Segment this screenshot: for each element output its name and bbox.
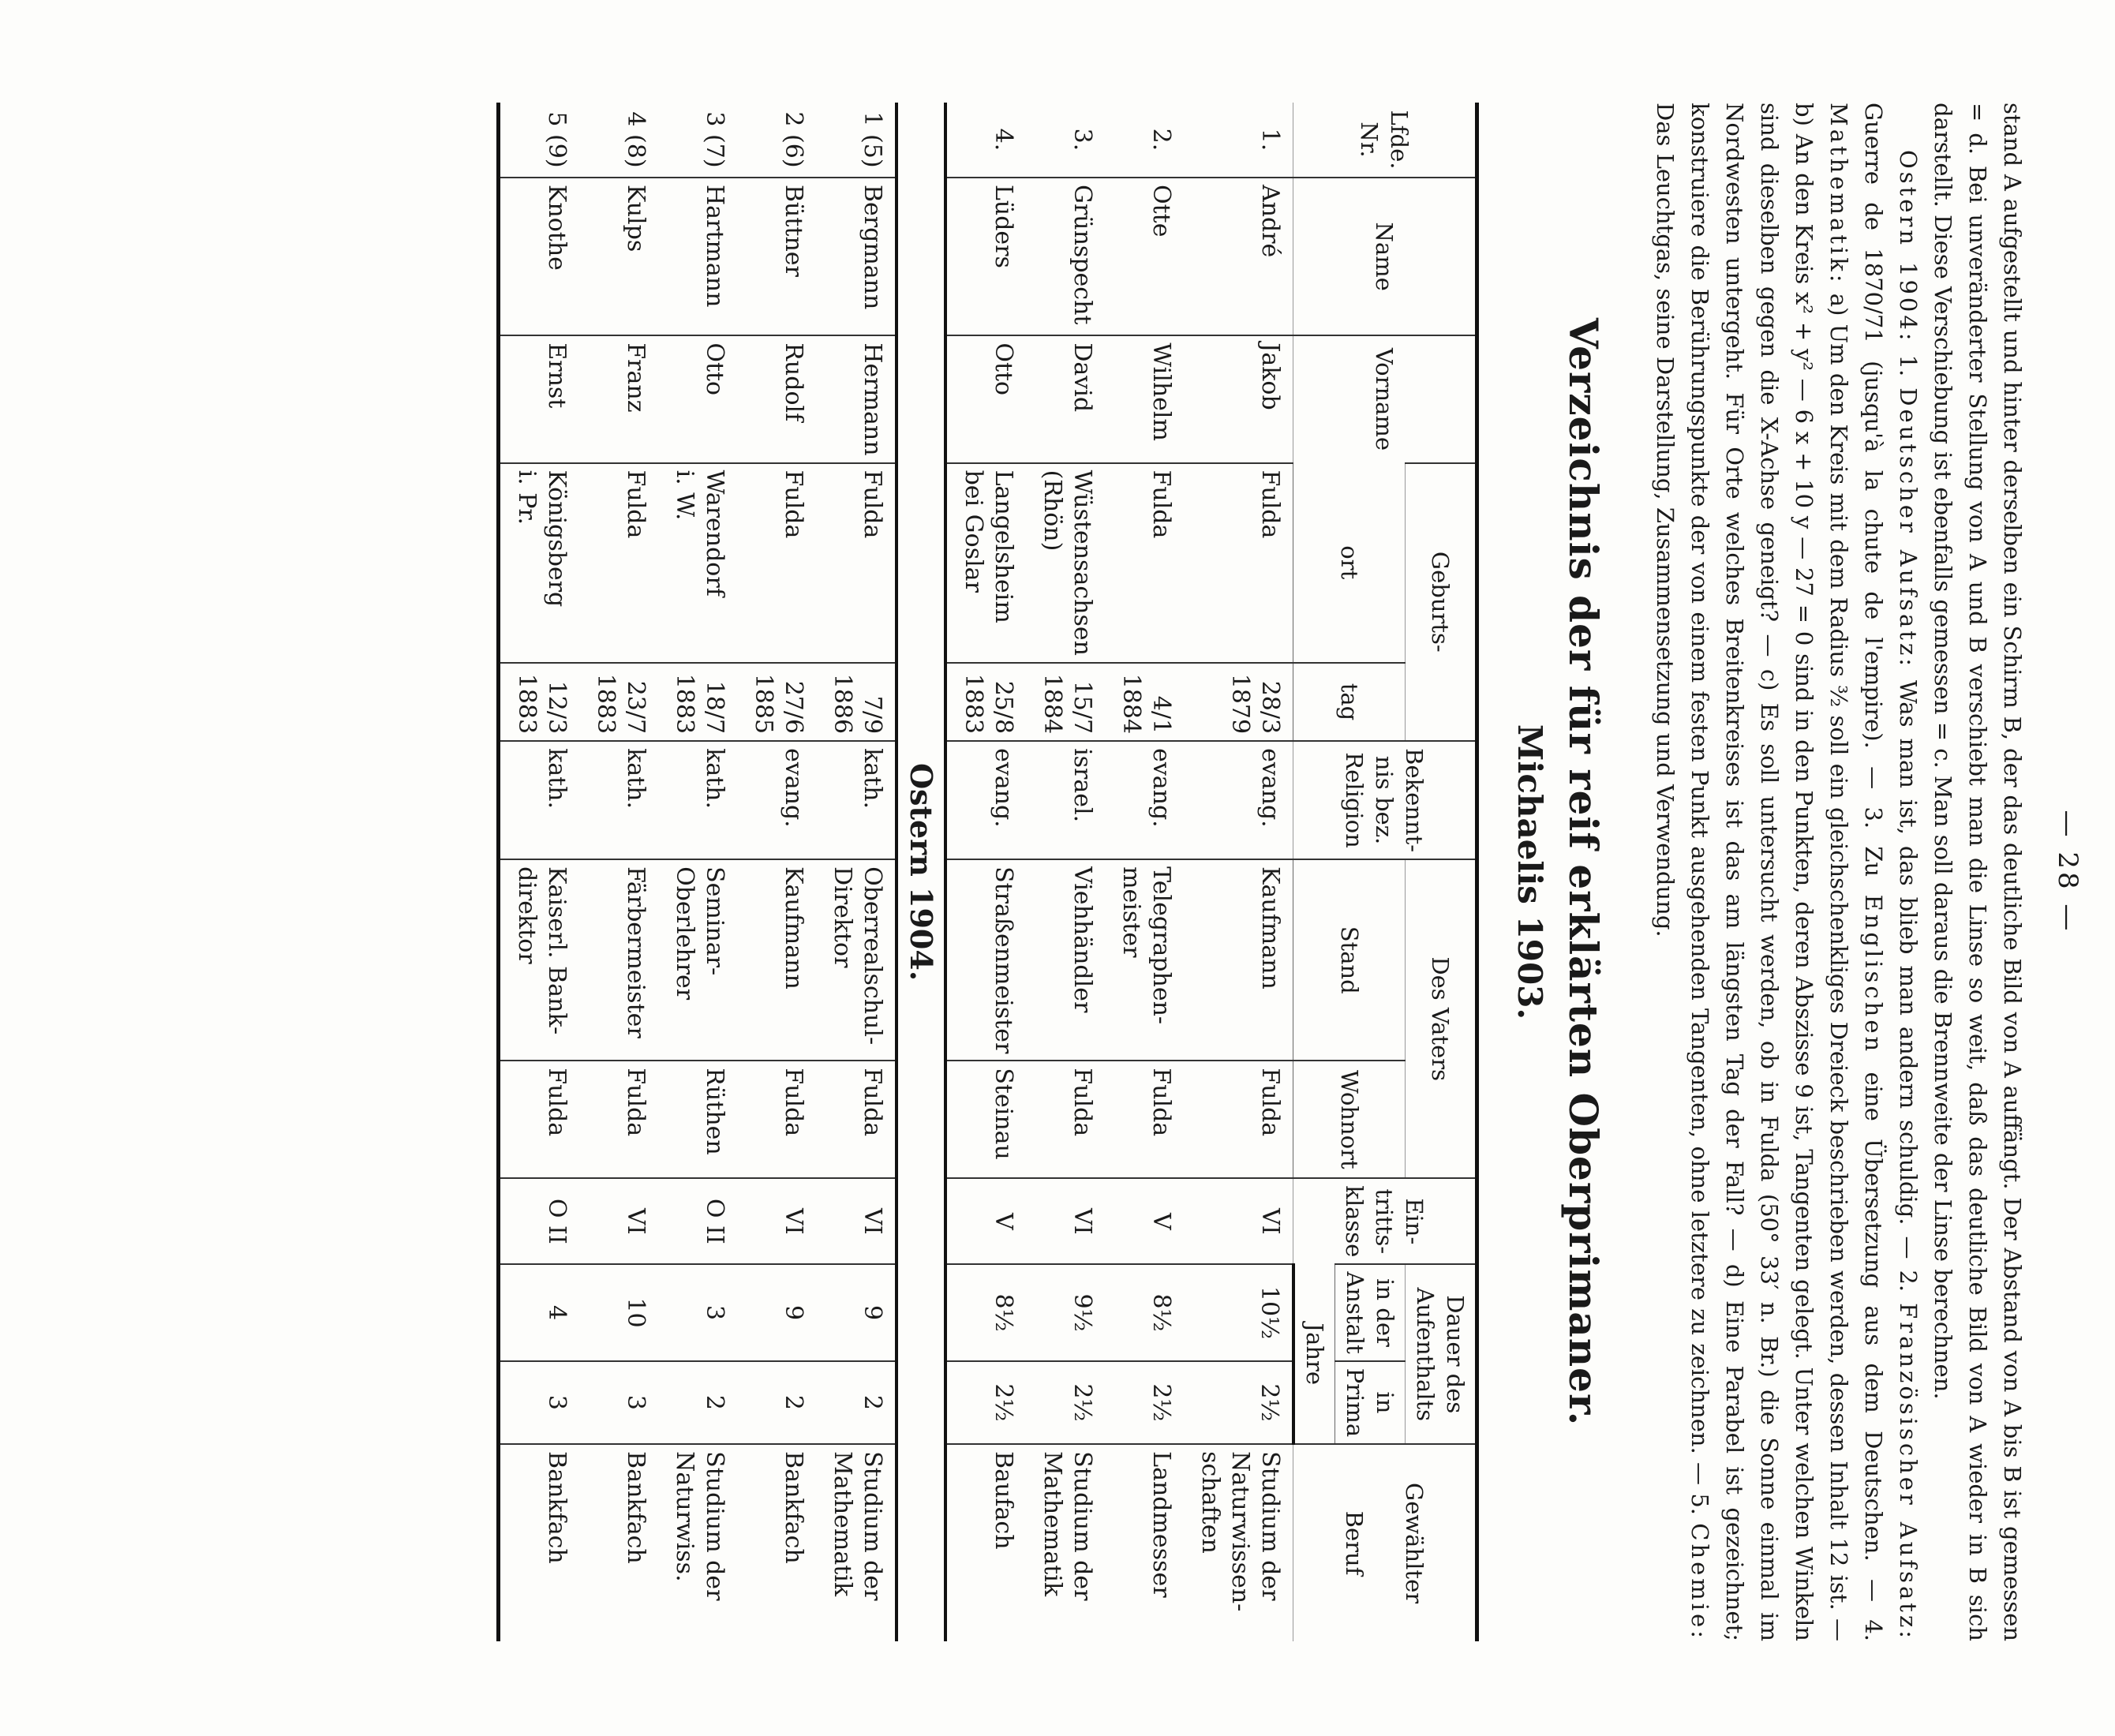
intro-text-run: a) Um den Kreis mit dem Radius ³⁄₂ soll ein gleichschenkliges Dreieck beschrieben werden, dessen Inhalt 12 ist. — b) An den Kreis x² + y² — 6 x + 10 y — 27 = 0 sind in den Punkten, deren Abszisse 9 ist, Tangenten gelegt. Unter welchen Winkeln sind dieselben gegen die X-Achse geneigt? — c) Es soll untersucht werden, ob in Fulda (50° 33′ n. Br.) die Sonne einmal im Nordwesten untergeht. Für Orte welches Breitenkreises ist das am längsten Tag der Fall? — d) Eine Parabel ist gezeichnet; konstruiere die Berührungspunkte der von einem festen Punkt ausgehenden Tangenten, ohne letztere zu zeichnen. — 5. [1686,103,1852,1641]
cell-nr: 3 (7) [701,111,729,168]
table-row [1106,103,1185,1641]
cell-in-anstalt: 8½ [1106,1264,1185,1360]
cell-stand: Seminar- Oberlehrer [659,859,738,1061]
page-number: — 28 — [2052,810,2083,934]
header-name: Name [1293,178,1477,335]
cell-beruf: Bankfach [738,1444,817,1641]
spaced-heading: Französischer Aufsatz: [1895,1303,1922,1641]
cell-nr: 4. [990,128,1018,152]
spaced-heading: Englischen [1860,894,1887,1055]
cell-geburtstag: 18/7 1883 [659,663,738,741]
cell-geburtstag: 27/6 1885 [738,663,817,741]
cell-religion: israel. [1027,741,1106,859]
header-jahre: Jahre [1293,1264,1335,1444]
cell-eintrittsklasse: VI [1185,1178,1294,1264]
cell-wohnort: Fulda [1185,1061,1294,1178]
cell-vorname: Wilhelm [1106,335,1185,462]
header-geburtsort: ort [1293,463,1406,663]
cell-name: Bergmann [817,178,897,335]
table-row [580,103,659,1641]
cell-nr: 5 (9) [543,111,571,168]
cell-in-anstalt: 10 [580,1264,659,1360]
header-vorname: Vorname [1293,335,1477,462]
cell-eintrittsklasse: V [946,1178,1027,1264]
header-in-anstalt: in der Anstalt [1335,1264,1406,1360]
header-dauer: Dauer des Aufenthalts [1406,1264,1477,1444]
cell-eintrittsklasse: VI [817,1178,897,1264]
cell-nr: 2 (6) [780,111,808,168]
cell-nr: 4 (8) [622,111,650,168]
cell-in-prima: 2 [738,1361,817,1444]
cell-geburtsort: Langelsheim bei Goslar [946,463,1027,663]
header-geburts: Geburts- [1406,463,1477,741]
cell-stand: Kaufmann [1185,859,1294,1061]
cell-name: Hartmann [659,178,738,335]
header-stand: Stand [1293,859,1406,1061]
cell-geburtsort: Fulda [738,463,817,663]
cell-name: Büttner [738,178,817,335]
table-row [659,103,738,1641]
header-beruf: Beruf [1341,1510,1368,1576]
cell-religion: kath. [580,741,659,859]
cell-in-anstalt: 4 [499,1264,580,1360]
cell-eintrittsklasse: VI [580,1178,659,1264]
table-row [738,103,817,1641]
cell-beruf: Studium der Naturwiss. [659,1444,738,1641]
cell-beruf: Studium der Mathematik [817,1444,897,1641]
section-row [897,103,946,1641]
cell-vorname: Hermann [817,335,897,462]
cell-geburtsort: Fulda [1185,463,1294,663]
cell-geburtsort: Fulda [580,463,659,663]
cell-stand: Telegraphen- meister [1106,859,1185,1061]
header-in-prima: in Prima [1335,1361,1406,1444]
spaced-heading: Deutscher Aufsatz: [1895,387,1922,670]
register-subtitle: Michaelis 1903. [1510,724,1549,1020]
cell-geburtstag: 25/8 1883 [946,663,1027,741]
cell-in-prima: 2½ [1185,1361,1294,1444]
cell-religion: evang. [1106,741,1185,859]
table-row [499,103,580,1641]
cell-in-prima: 2½ [946,1361,1027,1444]
header-eintrittsklasse: Ein- tritts- klasse [1293,1178,1477,1264]
table-row [1185,103,1294,1641]
cell-beruf: Landmesser [1106,1444,1185,1641]
header-wohnort: Wohnort [1293,1061,1406,1178]
cell-vorname: Jakob [1185,335,1294,462]
spaced-heading: Chemie: [1686,1523,1713,1641]
section-heading-ostern: Ostern 1904. [897,103,946,1641]
cell-wohnort: Fulda [499,1061,580,1178]
cell-vorname: Ernst [499,335,580,462]
intro-paragraph [1648,103,1926,1641]
table-body [499,103,1293,1641]
cell-name: Lüders [946,178,1027,335]
cell-geburtsort: Fulda [1106,463,1185,663]
table-row [946,103,1027,1641]
cell-nr: 3. [1069,128,1097,152]
header-beruf-group [1293,1444,1477,1641]
cell-eintrittsklasse: VI [1027,1178,1106,1264]
spaced-heading: Mathematik: [1825,103,1852,286]
graduates-table [497,103,1480,1641]
header-geburtstag: tag [1293,663,1406,741]
cell-wohnort: Fulda [1027,1061,1106,1178]
intro-paragraph [1926,103,2030,1641]
cell-geburtstag: 4/1 1884 [1106,663,1185,741]
cell-in-anstalt: 9½ [1027,1264,1106,1360]
table-row [817,103,897,1641]
cell-name: Grünspecht [1027,178,1106,335]
cell-religion: kath. [659,741,738,859]
intro-text-run: stand A aufgestellt und hinter derselben ein Schirm B, der das deutliche Bild von A auffängt. Der Abstand von A bis B ist gemessen = d. Bei unveränderter Stellung von A und B verschiebt man die Linse so weit, daß das deutliche Bild von A wieder in B sich darstellt. Diese Verschiebung ist ebenfalls gemessen = c. Man soll daraus die Brennweite der Linse berechnen. [1930,103,2026,1641]
cell-geburtsort: Wüstensachsen (Rhön) [1027,463,1106,663]
cell-stand: Färbermeister [580,859,659,1061]
cell-in-prima: 3 [499,1361,580,1444]
intro-text-run: eine Übersetzung aus dem Deutschen. — 4. [1860,1054,1887,1642]
spaced-heading: Ostern 1904: [1895,150,1922,344]
cell-wohnort: Rüthen [659,1061,738,1178]
cell-stand: Kaufmann [738,859,817,1061]
cell-in-anstalt: 3 [659,1264,738,1360]
cell-geburtsort: Fulda [817,463,897,663]
cell-name: Kulps [580,178,659,335]
cell-eintrittsklasse: O II [499,1178,580,1264]
cell-vorname: Franz [580,335,659,462]
intro-text [1648,103,2030,1641]
intro-text-run: Guerre de 1870/71 (jusqu'à la chute de l'empire). — 3. Zu [1860,103,1887,895]
cell-geburtsort: Königsberg i. Pr. [499,463,580,663]
cell-vorname: Otto [946,335,1027,462]
cell-geburtstag: 15/7 1884 [1027,663,1106,741]
intro-text-run: Was man ist, das blieb man andern schuldig. — 2. [1895,669,1922,1304]
cell-stand: Straßenmeister [946,859,1027,1061]
cell-vorname: Rudolf [738,335,817,462]
cell-nr: 2. [1147,128,1176,152]
cell-geburtsort: Warendorf i. W. [659,463,738,663]
cell-geburtstag: 12/3 1883 [499,663,580,741]
cell-in-prima: 2 [659,1361,738,1444]
cell-beruf: Studium der Mathematik [1027,1444,1106,1641]
header-lfde-nr: Lfde. Nr. [1293,103,1477,178]
cell-religion: kath. [499,741,580,859]
cell-name: Otte [1106,178,1185,335]
cell-in-anstalt: 9 [817,1264,897,1360]
cell-wohnort: Fulda [1106,1061,1185,1178]
cell-religion: evang. [946,741,1027,859]
cell-eintrittsklasse: O II [659,1178,738,1264]
cell-in-prima: 2½ [1106,1361,1185,1444]
header-des-vaters: Des Vaters [1406,859,1477,1178]
cell-geburtstag: 7/9 1886 [817,663,897,741]
cell-name: Knothe [499,178,580,335]
cell-in-anstalt: 8½ [946,1264,1027,1360]
cell-beruf: Baufach [946,1444,1027,1641]
cell-in-anstalt: 9 [738,1264,817,1360]
header-gewaehlter: Gewählter [1401,1483,1428,1604]
cell-vorname: Otto [659,335,738,462]
cell-beruf: Bankfach [580,1444,659,1641]
cell-in-anstalt: 10½ [1185,1264,1294,1360]
cell-nr: 1. [1256,128,1285,152]
cell-vorname: David [1027,335,1106,462]
cell-wohnort: Fulda [580,1061,659,1178]
cell-stand: Kaiserl. Bank- direktor [499,859,580,1061]
cell-wohnort: Fulda [817,1061,897,1178]
cell-in-prima: 2 [817,1361,897,1444]
cell-geburtstag: 28/3 1879 [1185,663,1294,741]
cell-religion: kath. [817,741,897,859]
cell-geburtstag: 23/7 1883 [580,663,659,741]
cell-in-prima: 2½ [1027,1361,1106,1444]
cell-religion: evang. [738,741,817,859]
cell-in-prima: 3 [580,1361,659,1444]
cell-beruf: Studium der Naturwissen- schaften [1185,1444,1294,1641]
intro-text-run: 1. [1895,343,1922,388]
cell-religion: evang. [1185,741,1294,859]
cell-beruf: Bankfach [499,1444,580,1641]
table-row [1027,103,1106,1641]
cell-stand: Viehhändler [1027,859,1106,1061]
header-bekenntnis: Bekennt- nis bez. Religion [1293,741,1477,859]
cell-eintrittsklasse: V [1106,1178,1185,1264]
cell-nr: 1 (5) [859,111,887,168]
cell-eintrittsklasse: VI [738,1178,817,1264]
cell-wohnort: Steinau [946,1061,1027,1178]
intro-text-run: Das Leuchtgas, seine Darstellung, Zusammensetzung und Verwendung. [1652,103,1679,937]
register-title: Verzeichnis der für reif erklärten Oberprimaner. [1560,317,1607,1427]
cell-wohnort: Fulda [738,1061,817,1178]
cell-name: André [1185,178,1294,335]
cell-stand: Oberrealschul- Direktor [817,859,897,1061]
